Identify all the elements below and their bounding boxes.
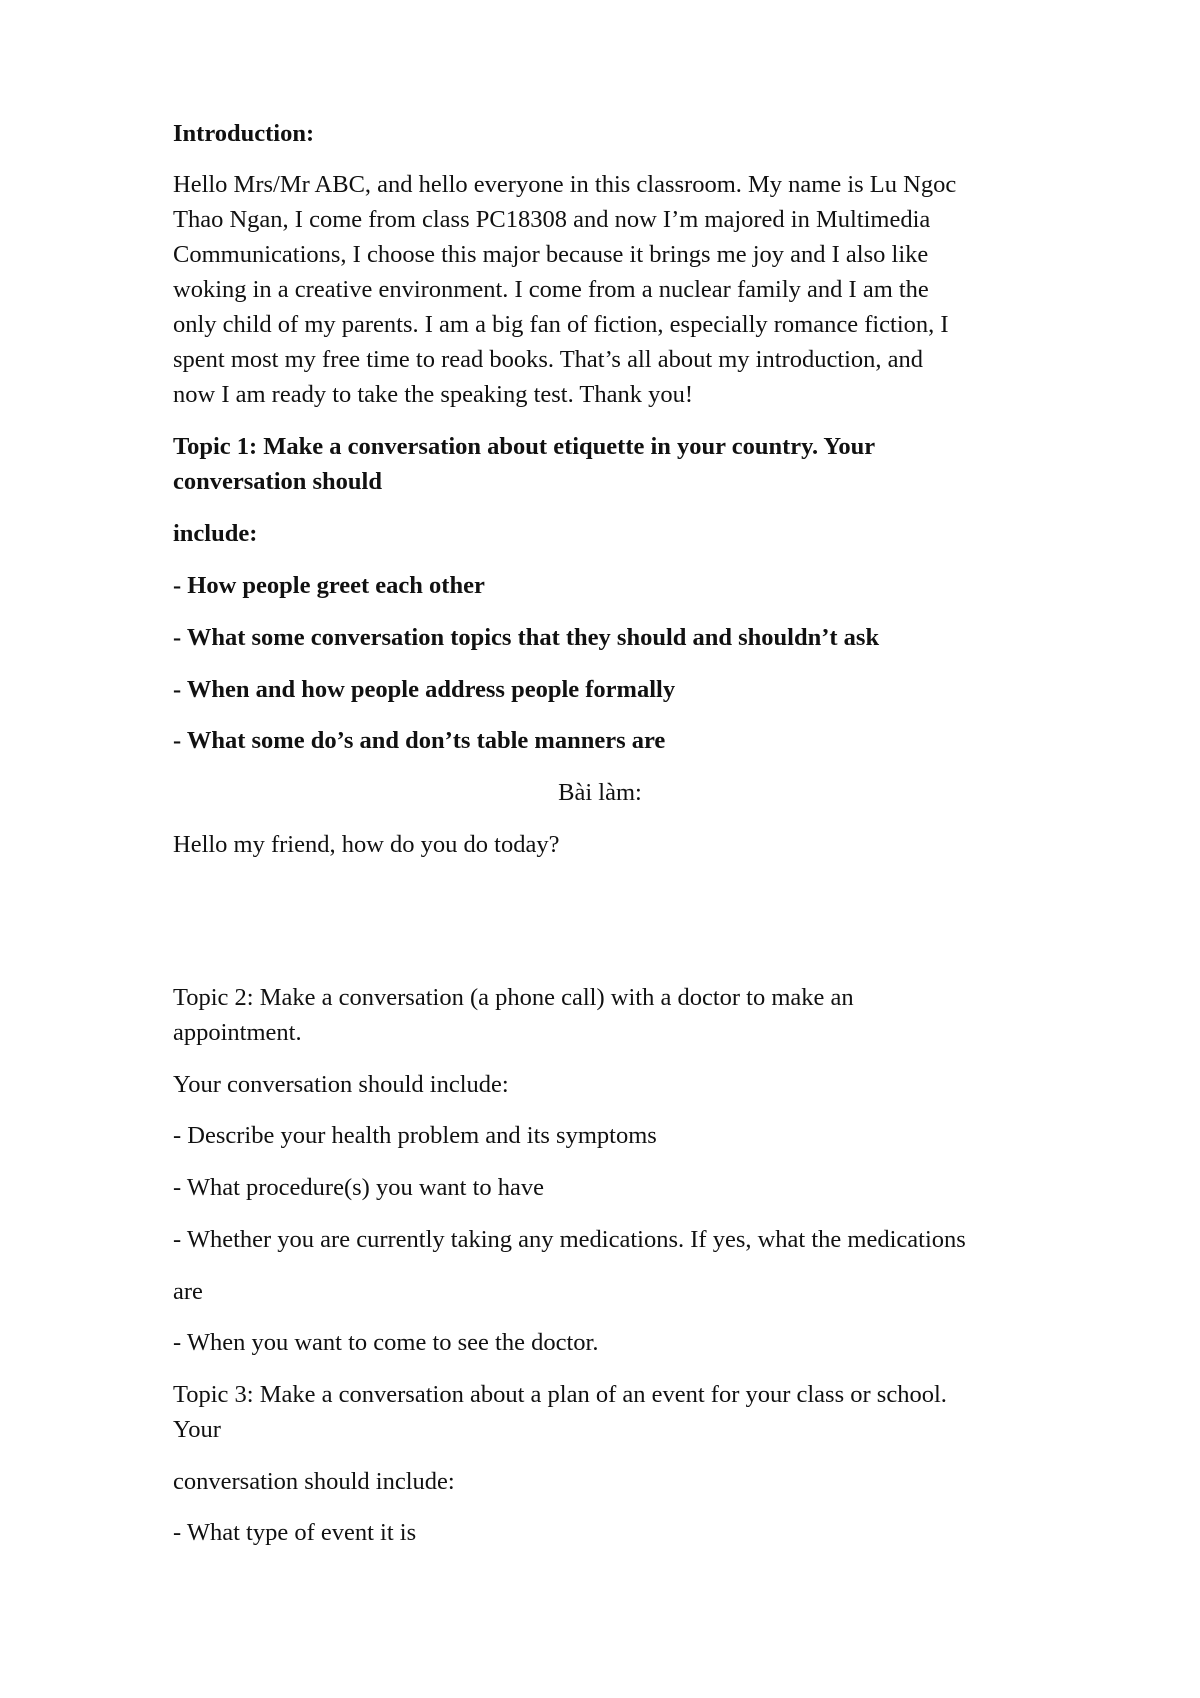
topic3-title: Topic 3: Make a conversation about a plan of an event for your class or school.: [173, 1381, 947, 1408]
topic2-include-label: Your conversation should include:: [173, 1071, 509, 1098]
topic3-bullet: - What type of event it is: [173, 1519, 417, 1546]
topic1-bullet: - What some do’s and don’ts table manners are: [173, 727, 666, 754]
introduction-heading: Introduction:: [173, 120, 315, 147]
topic1-title: conversation should: [173, 468, 382, 495]
topic3-title: Your: [173, 1416, 221, 1443]
answer-line: Hello my friend, how do you do today?: [173, 831, 560, 858]
answer-heading: Bài làm:: [558, 779, 642, 806]
topic2-title: Topic 2: Make a conversation (a phone call) with a doctor to make an: [173, 984, 854, 1011]
topic2-title: appointment.: [173, 1019, 302, 1046]
introduction-line: woking in a creative environment. I come from a nuclear family and I am the: [173, 276, 929, 303]
topic1-bullet: - How people greet each other: [173, 572, 485, 599]
topic2-bullet: - Describe your health problem and its symptoms: [173, 1122, 657, 1149]
topic3-include-label: conversation should include:: [173, 1468, 455, 1495]
topic1-title: Topic 1: Make a conversation about etiquette in your country. Your: [173, 433, 876, 460]
introduction-line: Hello Mrs/Mr ABC, and hello everyone in this classroom. My name is Lu Ngoc: [173, 171, 957, 198]
topic1-bullet: - What some conversation topics that they should and shouldn’t ask: [173, 624, 880, 651]
introduction-line: spent most my free time to read books. That’s all about my introduction, and: [173, 346, 924, 373]
topic2-bullet: - When you want to come to see the doctor.: [173, 1329, 599, 1356]
topic2-bullet: - Whether you are currently taking any medications. If yes, what the medications: [173, 1226, 966, 1253]
topic2-bullet: - What procedure(s) you want to have: [173, 1174, 544, 1201]
introduction-line: now I am ready to take the speaking test. Thank you!: [173, 381, 694, 408]
introduction-line: Communications, I choose this major because it brings me joy and I also like: [173, 241, 929, 268]
introduction-line: only child of my parents. I am a big fan of fiction, especially romance fiction, I: [173, 311, 949, 338]
introduction-line: Thao Ngan, I come from class PC18308 and now I’m majored in Multimedia: [173, 206, 931, 233]
topic2-bullet: are: [173, 1278, 203, 1305]
topic1-bullet: - When and how people address people formally: [173, 676, 676, 703]
topic1-include-label: include:: [173, 520, 258, 547]
